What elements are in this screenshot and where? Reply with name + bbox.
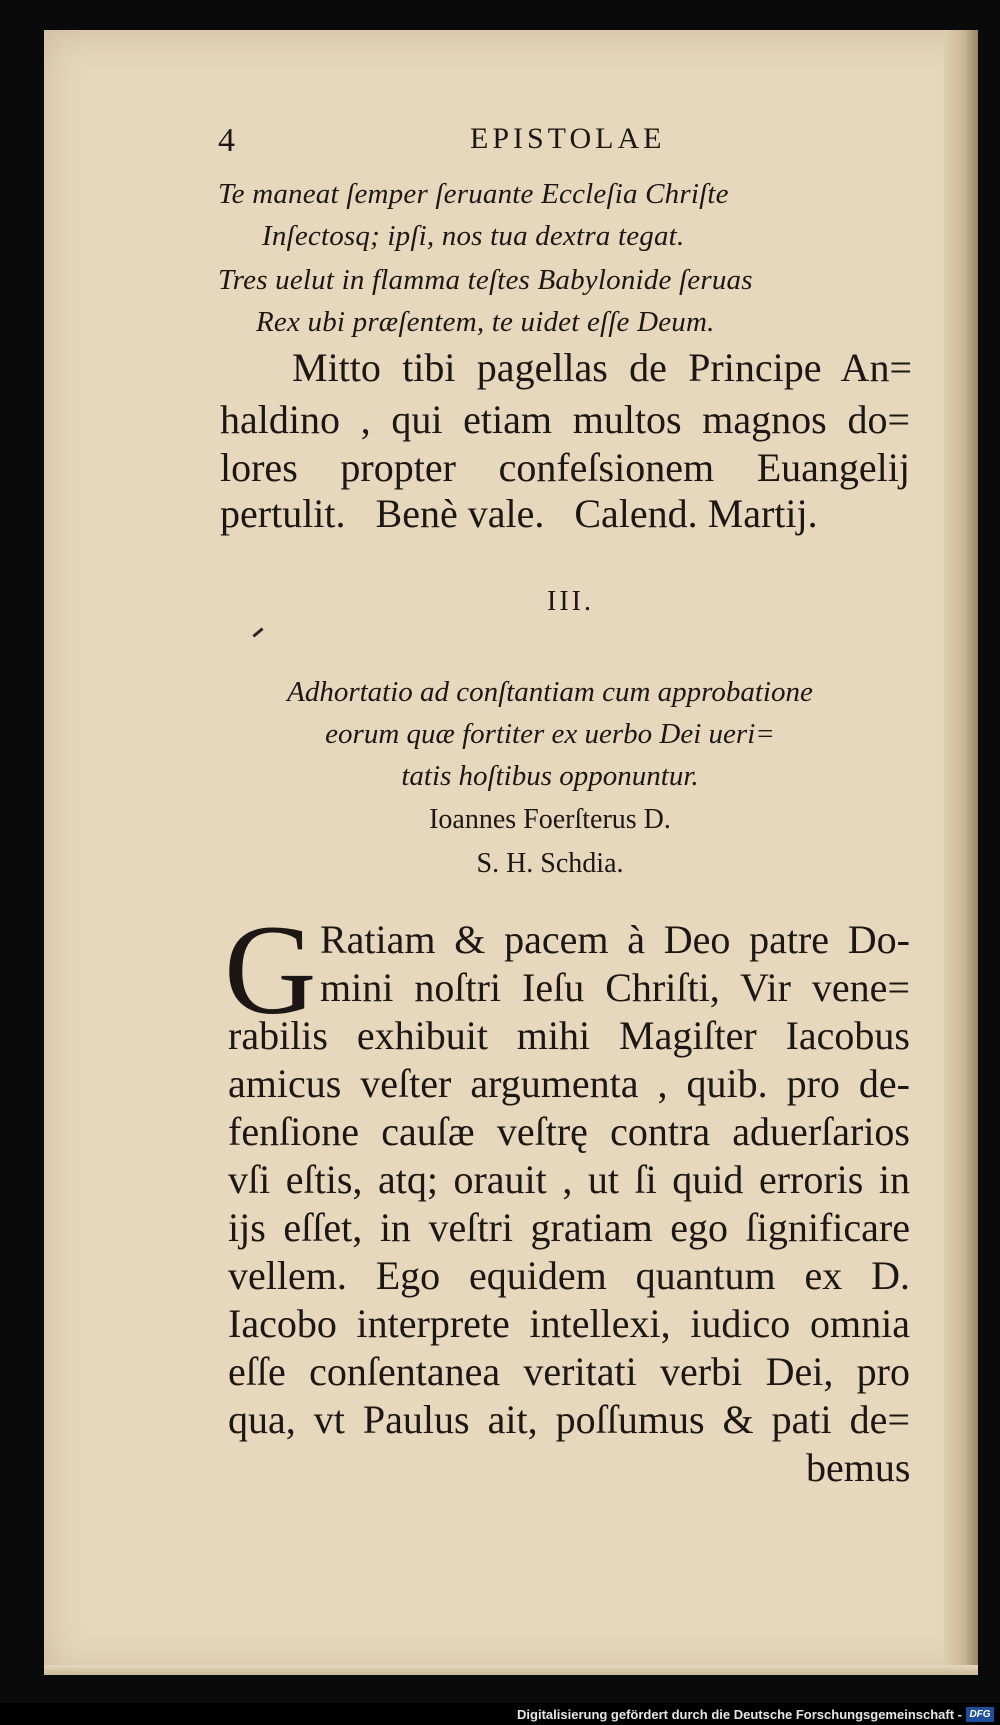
body-line: amicus veſter argumenta , quib. pro de- [228,1061,910,1106]
body-line: haldino , qui etiam multos magnos do= [220,397,910,442]
body-line: qua, vt Paulus ait, poſſumus & pati de= [228,1397,910,1442]
section-number: III. [547,586,594,617]
page-bottom-edge [44,1665,978,1675]
body-line: ijs eſſet, in veſtri gratiam ego ſignificare [228,1205,910,1250]
body-line: pertulit. Benè vale. Calend. Martij. [220,491,818,536]
body-line: Mitto tibi pagellas de Principe An= [292,345,912,390]
body-line: eſſe conſentanea veritati verbi Dei, pro [228,1349,910,1394]
verse-line: Tres uelut in flamma teſtes Babylonide ſeruas [218,264,753,296]
dfg-logo: DFG [966,1707,994,1722]
drop-cap: G [224,899,317,1041]
body-line: vſi eſtis, atq; orauit , ut ſi quid erroris in [228,1157,910,1202]
body-line: vellem. Ego equidem quantum ex D. [228,1253,910,1298]
body-line: mini noſtri Ieſu Chriſti, Vir vene= [320,965,910,1010]
body-line: Iacobo interprete intellexi, iudico omnia [228,1301,910,1346]
letter-recipient: S. H. Schdia. [476,848,624,879]
section-heading-line: Adhortatio ad conſtantiam cum approbatione [287,676,813,708]
verse-line: Rex ubi præſentem, te uidet eſſe Deum. [256,306,715,338]
footer-bar [0,1703,1000,1725]
body-line: fenſione cauſæ veſtrę contra aduerſarios [228,1109,910,1154]
catchword: bemus [806,1445,911,1490]
page-number: 4 [218,122,235,159]
body-line: rabilis exhibuit mihi Magiſter Iacobus [228,1013,910,1058]
footer-credit: Digitalisierung gefördert durch die Deutsche Forschungsgemeinschaft - [517,1707,962,1722]
section-heading-line: eorum quæ fortiter ex uerbo Dei ueri= [325,718,775,750]
running-head: EPISTOLAE [470,122,666,155]
verse-line: Te maneat ſemper ſeruante Eccleſia Chriſte [218,178,729,210]
body-line: lores propter confeſsionem Euangelij [220,445,910,490]
verse-line: Inſectosq; ipſi, nos tua dextra tegat. [262,220,685,252]
letter-author: Ioannes Foerſterus D. [429,804,671,835]
page-edge [944,30,978,1675]
body-line: Ratiam & pacem à Deo patre Do- [320,917,910,962]
section-heading-line: tatis hoſtibus opponuntur. [401,760,699,792]
